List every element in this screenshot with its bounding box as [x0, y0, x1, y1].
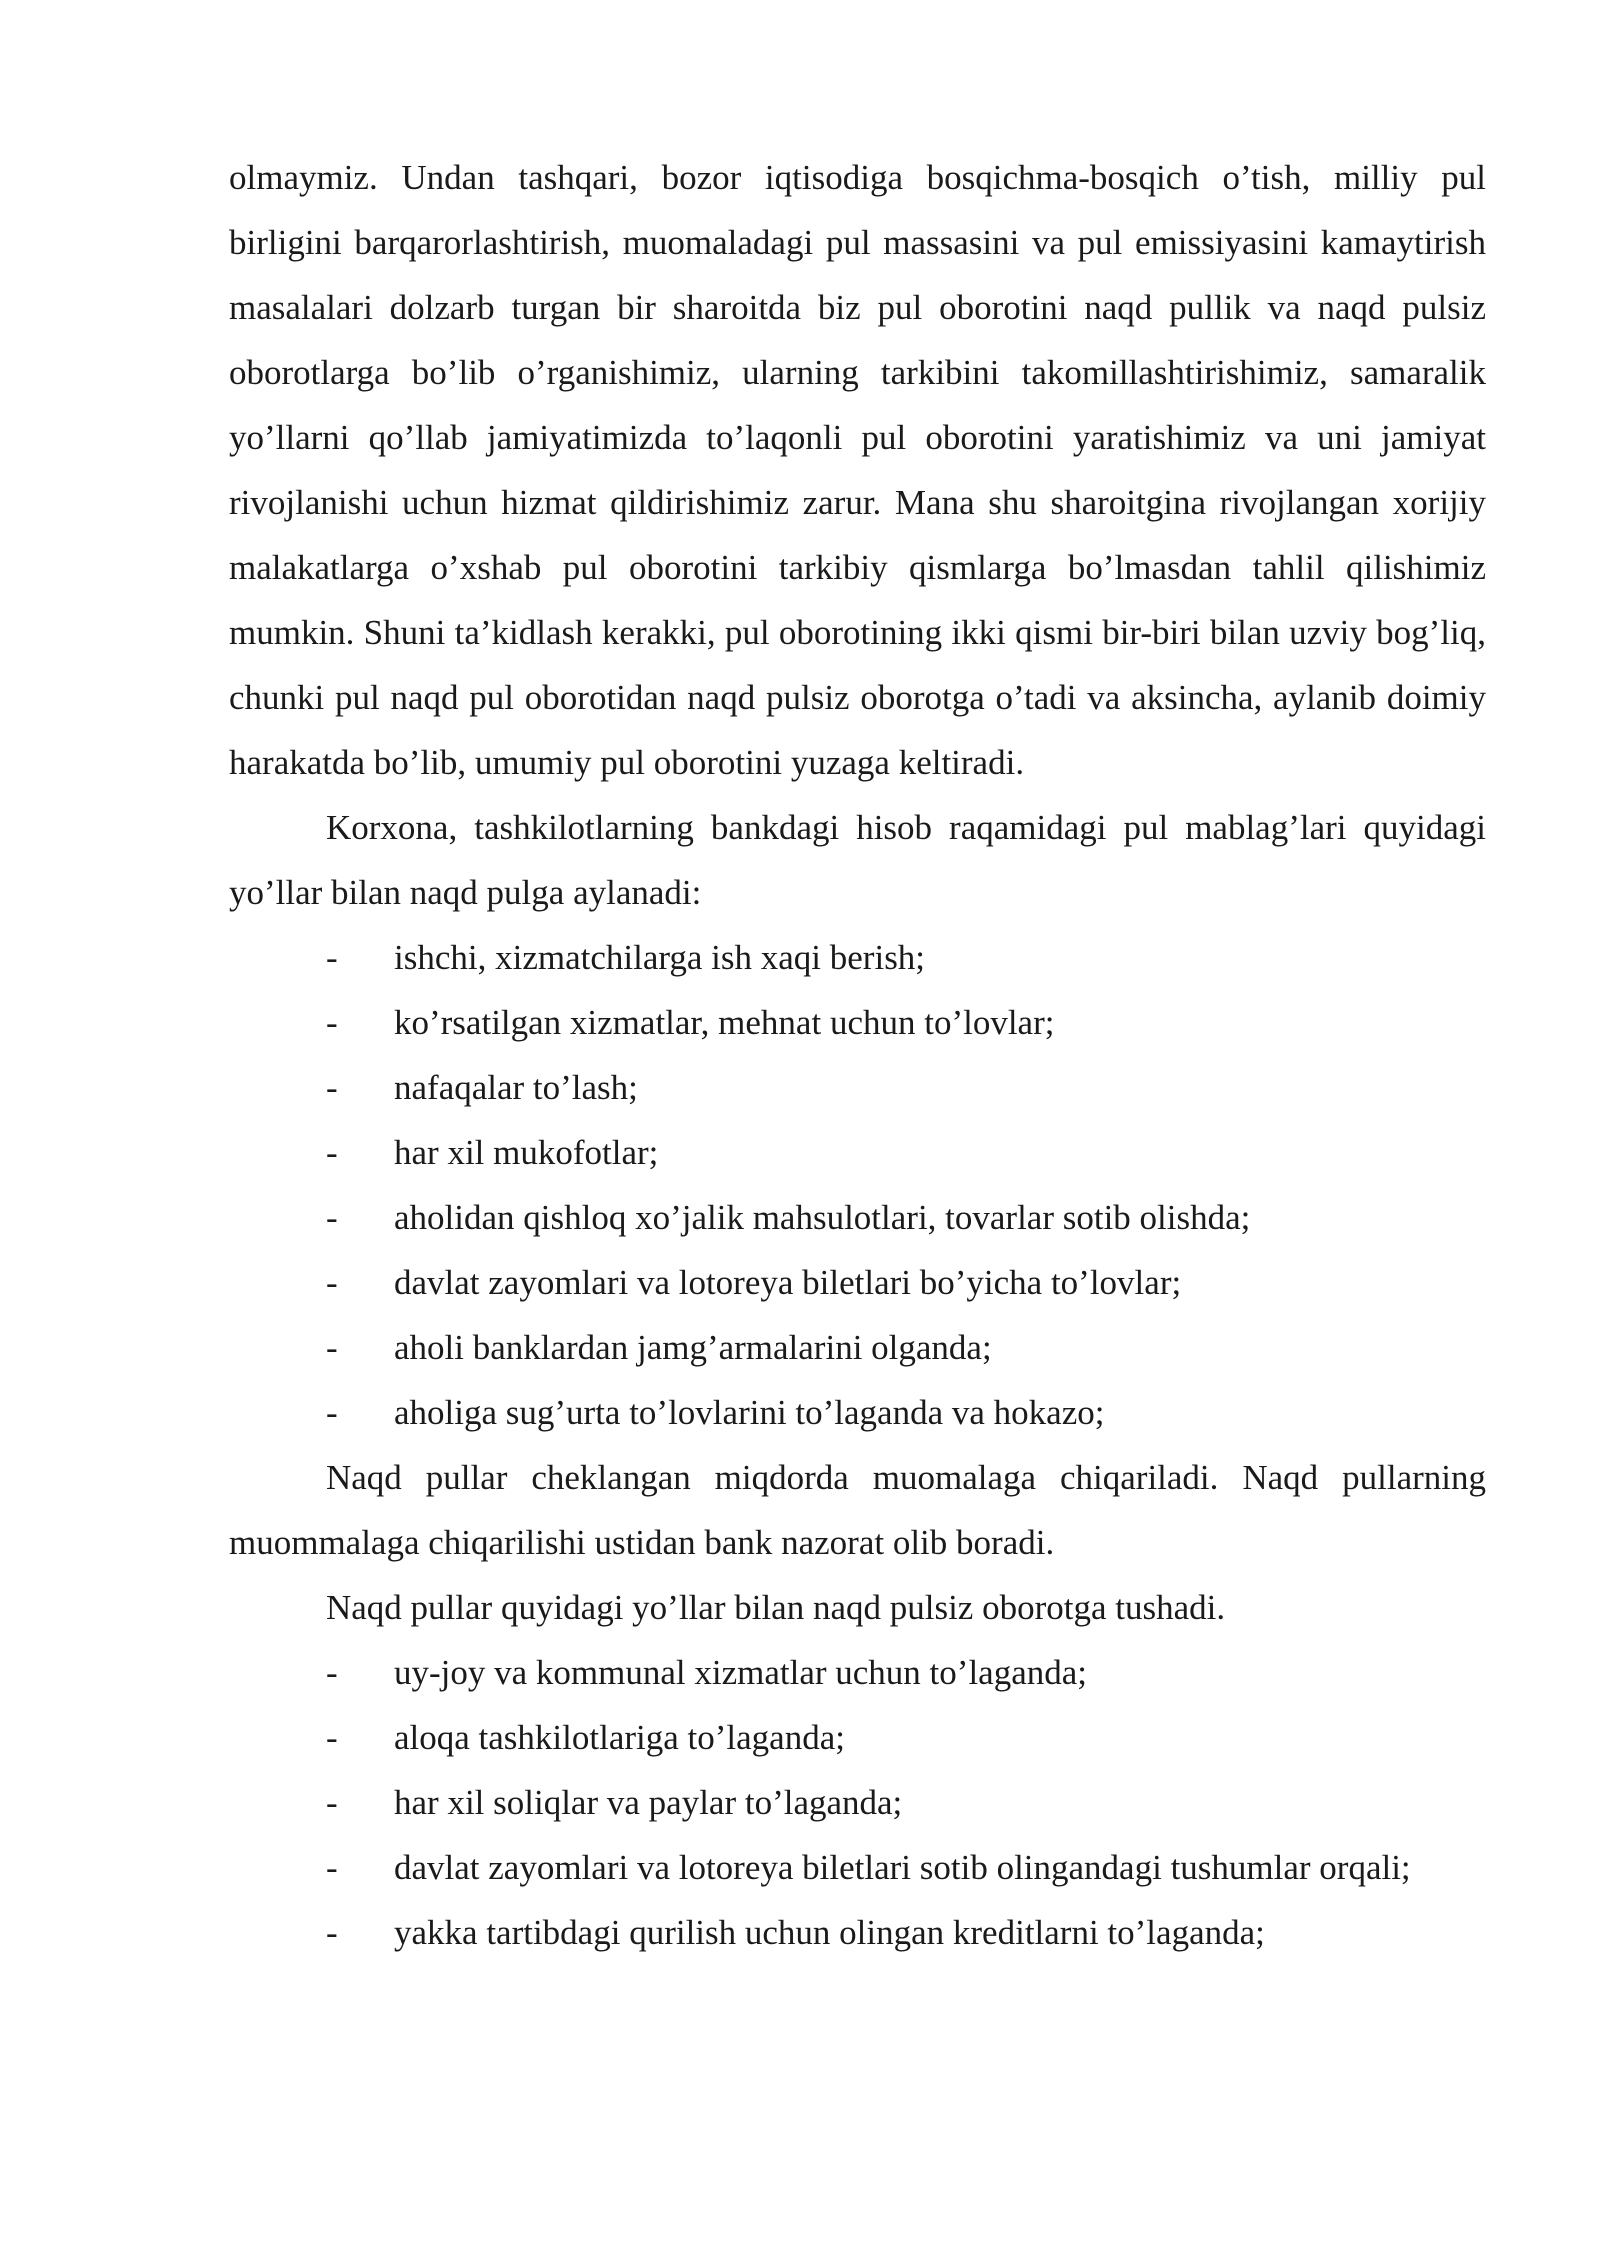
cashless-conversion-list [229, 1640, 1486, 1965]
list-dash: - [326, 1003, 338, 1042]
list-item [229, 1770, 1486, 1835]
list-item [229, 1055, 1486, 1120]
list-dash: - [326, 1393, 338, 1432]
list-item-text: aloqa tashkilotlariga to’laganda; [394, 1718, 845, 1757]
list-item-text: har xil mukofotlar; [394, 1133, 659, 1172]
document-page [229, 145, 1486, 1965]
list-item-text: yakka tartibdagi qurilish uchun olingan kreditlarni to’laganda; [394, 1913, 1265, 1952]
list-item-text: ko’rsatilgan xizmatlar, mehnat uchun to’lovlar; [394, 1003, 1055, 1042]
list-item-text: davlat zayomlari va lotoreya biletlari sotib olingandagi tushumlar orqali; [394, 1848, 1411, 1887]
list-item-text: nafaqalar to’lash; [394, 1068, 638, 1107]
list-item-text: aholidan qishloq xo’jalik mahsulotlari, tovarlar sotib olishda; [394, 1198, 1251, 1237]
list-dash: - [326, 1068, 338, 1107]
list-item-text: har xil soliqlar va paylar to’laganda; [394, 1783, 903, 1822]
list-item-text: davlat zayomlari va lotoreya biletlari bo’yicha to’lovlar; [394, 1263, 1182, 1302]
list-item [229, 1120, 1486, 1185]
list-item [229, 990, 1486, 1055]
list-dash: - [326, 938, 338, 977]
list-dash: - [326, 1328, 338, 1367]
list-item [229, 1835, 1486, 1900]
list-item [229, 1640, 1486, 1705]
list-item-text: aholiga sug’urta to’lovlarini to’laganda va hokazo; [394, 1393, 1105, 1432]
list-item [229, 1900, 1486, 1965]
list-dash: - [326, 1133, 338, 1172]
list-item-text: aholi banklardan jamg’armalarini olganda; [394, 1328, 992, 1367]
list-dash: - [326, 1198, 338, 1237]
body-paragraph-2: Korxona, tashkilotlarning bankdagi hisob raqamidagi pul mablag’lari quyidagi yo’llar bilan naqd pulga aylanadi: [229, 808, 1486, 912]
list-item [229, 1380, 1486, 1445]
list-dash: - [326, 1718, 338, 1757]
list-item [229, 1315, 1486, 1380]
list-dash: - [326, 1848, 338, 1887]
list-item [229, 925, 1486, 990]
cash-conversion-list [229, 925, 1486, 1445]
list-dash: - [326, 1783, 338, 1822]
list-item-text: ishchi, xizmatchilarga ish xaqi berish; [394, 938, 926, 977]
list-item [229, 1705, 1486, 1770]
list-dash: - [326, 1263, 338, 1302]
body-paragraph-4: Naqd pullar quyidagi yo’llar bilan naqd pulsiz oborotga tushadi. [326, 1588, 1226, 1627]
list-item [229, 1185, 1486, 1250]
list-item-text: uy-joy va kommunal xizmatlar uchun to’laganda; [394, 1653, 1087, 1692]
list-dash: - [326, 1913, 338, 1952]
list-item [229, 1250, 1486, 1315]
body-paragraph-3: Naqd pullar cheklangan miqdorda muomalaga chiqariladi. Naqd pullarning muommalaga chiqarilishi ustidan bank nazorat olib boradi. [229, 1458, 1486, 1562]
list-dash: - [326, 1653, 338, 1692]
body-paragraph-1: olmaymiz. Undan tashqari, bozor iqtisodiga bosqichma-bosqich o’tish, milliy pul birligini barqarorlashtirish, muomaladagi pul massasini va pul emissiyasini kamaytirish masalalari dolzarb turgan bir sharoitda biz pul oborotini naqd pullik va naqd pulsiz oborotlarga bo’lib o’rganishimiz, ularning tarkibini takomillashtirishimiz, samaralik yo’llarni qo’llab jamiyatimizda to’laqonli pul oborotini yaratishimiz va uni jamiyat rivojlanishi uchun hizmat qildirishimiz zarur. Mana shu sharoitgina rivojlangan xorijiy malakatlarga o’xshab pul oborotini tarkibiy qismlarga bo’lmasdan tahlil qilishimiz mumkin. Shuni ta’kidlash kerakki, pul oborotining ikki qismi bir-biri bilan uzviy bog’liq, chunki pul naqd pul oborotidan naqd pulsiz oborotga o’tadi va aksincha, aylanib doimiy harakatda bo’lib, umumiy pul oborotini yuzaga keltiradi. [229, 158, 1486, 782]
